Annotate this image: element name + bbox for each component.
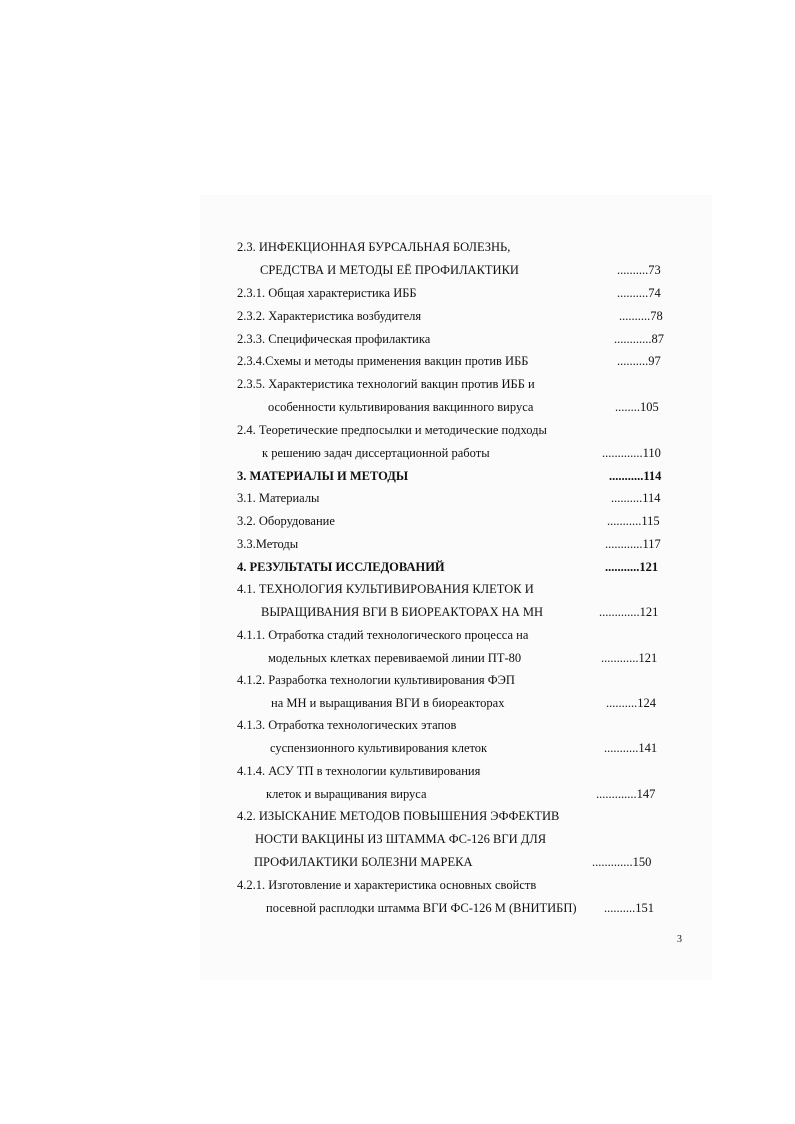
toc-entry [0, 738, 795, 758]
toc-entry [0, 648, 795, 668]
toc-entry-text: 2.3.5. Характеристика технологий вакцин против ИББ и [237, 377, 535, 391]
toc-page-ref: ............87 [614, 332, 664, 346]
toc-entry [0, 306, 795, 326]
toc-entry [0, 715, 795, 735]
toc-entry [0, 579, 795, 599]
toc-entry [0, 852, 795, 872]
toc-page-ref: .............121 [599, 605, 659, 619]
toc-entry-text: 4.1.2. Разработка технологии культивирования ФЭП [237, 673, 515, 687]
toc-entry [0, 898, 795, 918]
toc-entry [0, 283, 795, 303]
toc-entry-text: 2.3.1. Общая характеристика ИББ [237, 286, 417, 300]
toc-entry-text: 2.3.4.Схемы и методы применения вакцин против ИББ [237, 354, 529, 368]
toc-page-ref: ..........74 [617, 286, 661, 300]
toc-entry-text: клеток и выращивания вируса [266, 787, 427, 801]
toc-entry-text: 3.3.Методы [237, 537, 299, 551]
toc-entry-text: 4.2. ИЗЫСКАНИЕ МЕТОДОВ ПОВЫШЕНИЯ ЭФФЕКТИВ [237, 809, 560, 823]
toc-page-ref: ..........97 [617, 354, 661, 368]
toc-page-ref: .............147 [596, 787, 656, 801]
toc-entry-text: к решению задач диссертационной работы [262, 446, 490, 460]
page-number: 3 [677, 934, 682, 945]
toc-page-ref: ..........151 [604, 901, 654, 915]
toc-entry-text: 2.3.3. Специфическая профилактика [237, 332, 431, 346]
toc-entry-text: 2.3. ИНФЕКЦИОННАЯ БУРСАЛЬНАЯ БОЛЕЗНЬ, [237, 240, 511, 254]
toc-entry [0, 466, 795, 486]
toc-page-ref: ...........114 [609, 469, 662, 483]
toc-entry-text: НОСТИ ВАКЦИНЫ ИЗ ШТАММА ФС-126 ВГИ ДЛЯ [255, 832, 547, 846]
toc-entry [0, 693, 795, 713]
toc-entry-text: ВЫРАЩИВАНИЯ ВГИ В БИОРЕАКТОРАХ НА МН [261, 605, 544, 619]
toc-entry-text: 4.1.3. Отработка технологических этапов [237, 718, 457, 732]
toc-page-ref: .............150 [592, 855, 652, 869]
toc-entry [0, 351, 795, 371]
toc-page-ref: ...........115 [607, 514, 660, 528]
toc-entry-text: 2.3.2. Характеристика возбудителя [237, 309, 422, 323]
toc-page-ref: ..........78 [619, 309, 663, 323]
toc-entry [0, 397, 795, 417]
toc-entry [0, 670, 795, 690]
toc-entry-text: 4. РЕЗУЛЬТАТЫ ИССЛЕДОВАНИЙ [237, 560, 445, 574]
toc-entry [0, 784, 795, 804]
toc-entry [0, 806, 795, 826]
toc-entry [0, 829, 795, 849]
toc-page-ref: ..........73 [617, 263, 661, 277]
toc-entry-text: 4.1.4. АСУ ТП в технологии культивирования [237, 764, 481, 778]
toc-entry [0, 761, 795, 781]
toc-page-ref: ........105 [615, 400, 659, 414]
toc-entry-text: СРЕДСТВА И МЕТОДЫ ЕЁ ПРОФИЛАКТИКИ [260, 263, 519, 277]
toc-entry-text: 4.1.1. Отработка стадий технологического процесса на [237, 628, 529, 642]
toc-page-ref: ............117 [605, 537, 661, 551]
toc-entry [0, 534, 795, 554]
toc-entry [0, 557, 795, 577]
toc-page-ref: ..........124 [606, 696, 656, 710]
toc-entry-text: суспензионного культивирования клеток [270, 741, 488, 755]
toc-entry [0, 420, 795, 440]
toc-page-ref: .............110 [602, 446, 661, 460]
toc-entry [0, 511, 795, 531]
toc-entry [0, 625, 795, 645]
toc-page-ref: ..........114 [611, 491, 661, 505]
toc-entry [0, 237, 795, 257]
toc-entry-text: модельных клетках перевиваемой линии ПТ-80 [268, 651, 522, 665]
toc-entry-text: ПРОФИЛАКТИКИ БОЛЕЗНИ МАРЕКА [254, 855, 473, 869]
toc-page-ref: ............121 [601, 651, 658, 665]
toc-entry-text: 4.2.1. Изготовление и характеристика основных свойств [237, 878, 537, 892]
toc-entry-text: 3.1. Материалы [237, 491, 320, 505]
toc-entry-text: 3. МАТЕРИАЛЫ И МЕТОДЫ [237, 469, 409, 483]
toc-page-ref: ...........121 [605, 560, 659, 574]
toc-entry [0, 602, 795, 622]
toc-entry-text: посевной расплодки штамма ВГИ ФС-126 М (ВНИТИБП) [266, 901, 577, 915]
toc-entry [0, 488, 795, 508]
toc-entry [0, 374, 795, 394]
toc-entry [0, 260, 795, 280]
toc-page-ref: ...........141 [604, 741, 658, 755]
toc-entry [0, 875, 795, 895]
toc-entry-text: 3.2. Оборудование [237, 514, 335, 528]
toc-entry-text: на МН и выращивания ВГИ в биореакторах [271, 696, 505, 710]
toc-entry [0, 443, 795, 463]
toc-entry-text: особенности культивирования вакцинного вируса [268, 400, 534, 414]
toc-entry [0, 329, 795, 349]
toc-entry-text: 2.4. Теоретические предпосылки и методические подходы [237, 423, 547, 437]
toc-entry-text: 4.1. ТЕХНОЛОГИЯ КУЛЬТИВИРОВАНИЯ КЛЕТОК И [237, 582, 534, 596]
